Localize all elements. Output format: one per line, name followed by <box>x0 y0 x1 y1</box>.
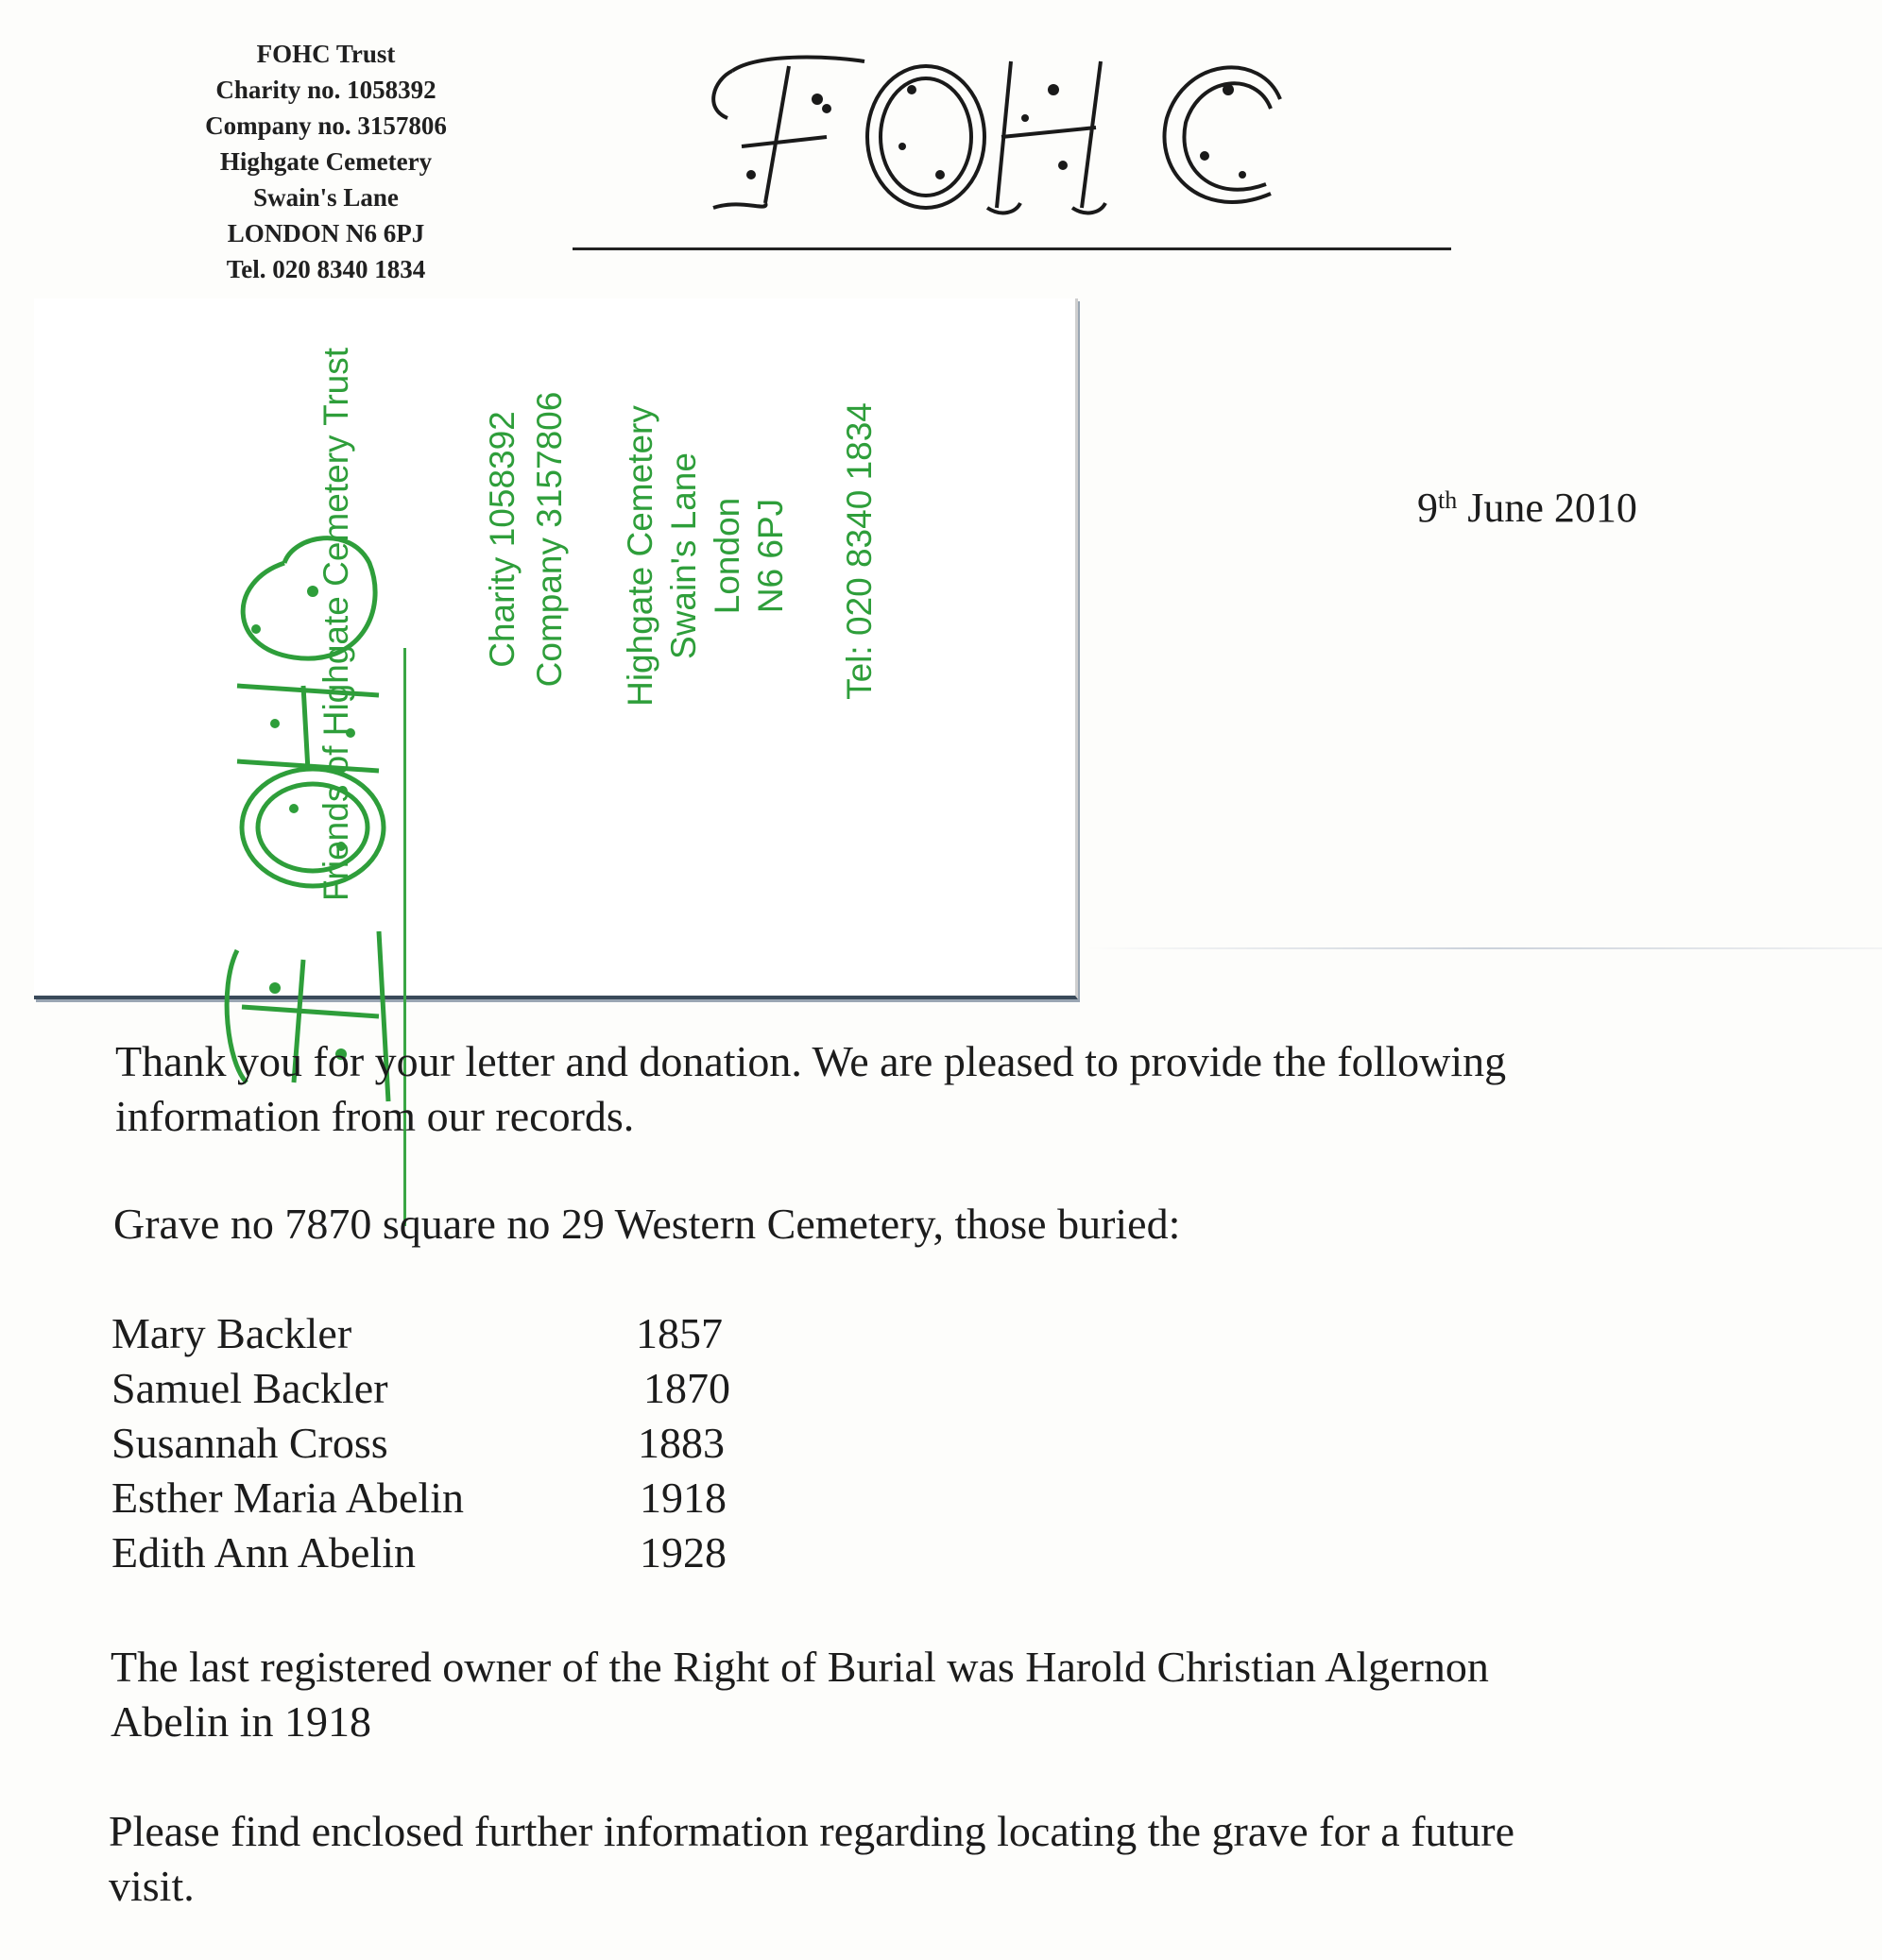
burial-name: Samuel Backler <box>111 1364 388 1412</box>
burial-name: Edith Ann Abelin <box>111 1528 416 1577</box>
card-address-line: London <box>708 497 746 615</box>
card-address-line: Swain's Lane <box>664 452 703 659</box>
burials-list <box>111 1306 730 1580</box>
owner-line: Abelin in 1918 <box>111 1697 371 1746</box>
burial-year: 1870 <box>643 1364 730 1412</box>
fohc-logo <box>676 33 1356 231</box>
burial-year: 1928 <box>640 1528 727 1577</box>
list-item <box>111 1416 730 1471</box>
paper-crease <box>1086 947 1882 949</box>
card-company: Company 3157806 <box>530 391 569 688</box>
letterhead-rule <box>573 247 1451 250</box>
date-rest: June 2010 <box>1467 485 1637 531</box>
letter-date <box>1417 484 1637 532</box>
letterhead-address <box>142 36 510 287</box>
list-item <box>111 1525 730 1580</box>
burial-name: Esther Maria Abelin <box>111 1474 465 1522</box>
intro-line: information from our records. <box>115 1092 635 1140</box>
owner-line: The last registered owner of the Right of Burial was Harold Christian Algernon <box>111 1643 1489 1691</box>
list-item <box>111 1361 730 1416</box>
list-item <box>111 1471 730 1525</box>
card-address-line: Highgate Cemetery <box>621 405 659 707</box>
card-org-name: Friends of Highgate Cemetery Trust <box>317 347 355 902</box>
burial-year: 1883 <box>638 1419 725 1467</box>
closing-line: Please find enclosed further information regarding locating the grave for a future <box>109 1807 1515 1855</box>
date-suffix: th <box>1438 486 1458 514</box>
address-line: FOHC Trust <box>256 40 396 68</box>
burial-year: 1918 <box>640 1474 727 1522</box>
grave-line: Grave no 7870 square no 29 Western Cemetery, those buried: <box>113 1200 1181 1248</box>
intro-line: Thank you for your letter and donation. We are pleased to provide the following <box>115 1037 1507 1085</box>
closing-line: visit. <box>109 1862 195 1910</box>
list-item <box>111 1306 730 1361</box>
burial-year: 1857 <box>636 1309 723 1357</box>
compliments-card <box>34 298 1078 999</box>
burial-name: Susannah Cross <box>111 1419 388 1467</box>
card-tel: Tel: 020 8340 1834 <box>840 402 879 700</box>
address-line: Swain's Lane <box>253 183 399 212</box>
address-line: Tel. 020 8340 1834 <box>226 255 426 283</box>
date-day: 9 <box>1417 485 1438 531</box>
burial-name: Mary Backler <box>111 1309 352 1357</box>
address-line: Company no. 3157806 <box>205 111 447 140</box>
address-line: Highgate Cemetery <box>219 147 433 176</box>
address-line: Charity no. 1058392 <box>215 76 436 104</box>
card-address-line: N6 6PJ <box>751 498 790 614</box>
card-charity: Charity 1058392 <box>483 411 522 668</box>
address-line: LONDON N6 6PJ <box>227 219 425 247</box>
